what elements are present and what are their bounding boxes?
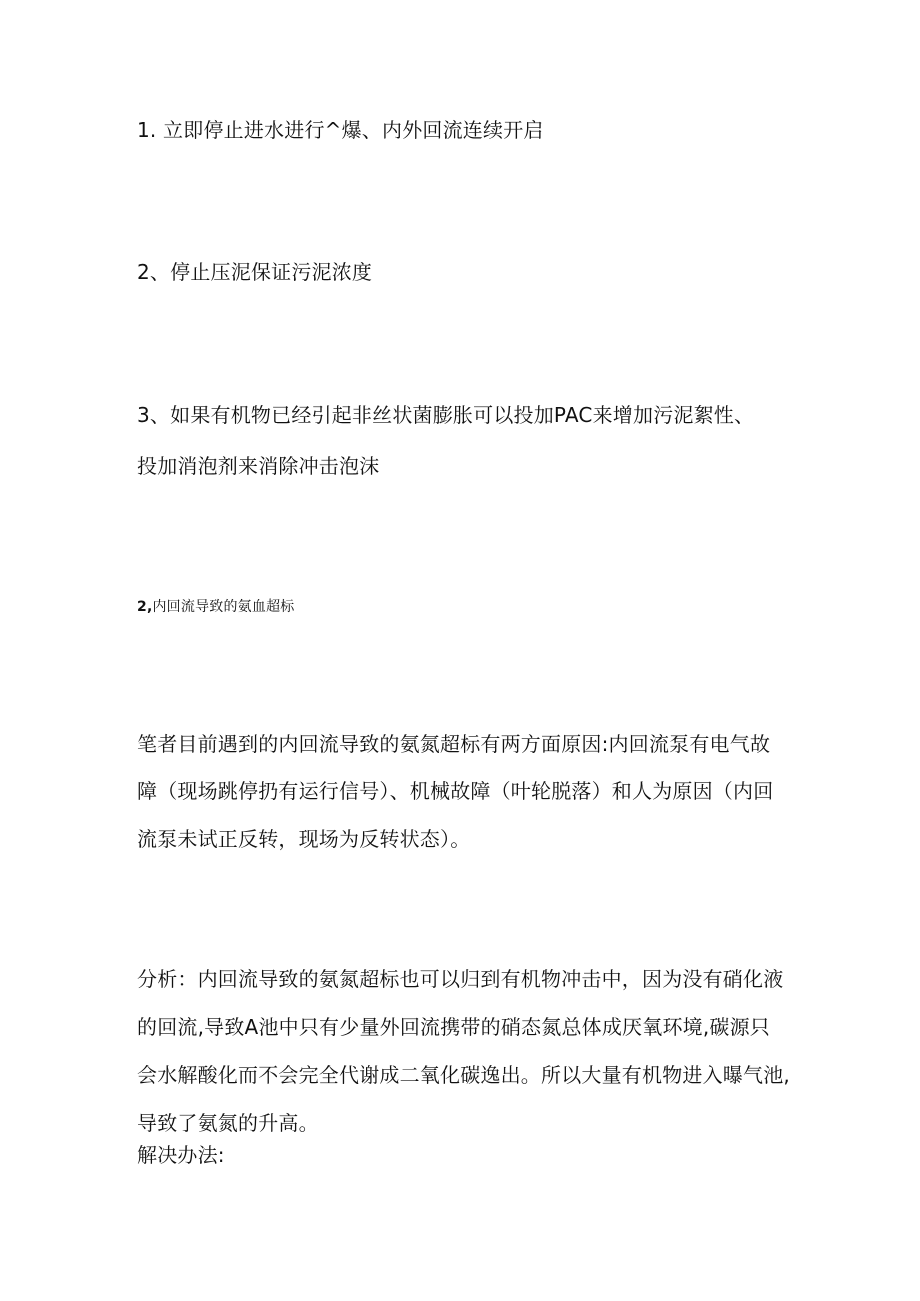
paragraph1-line1: 笔者目前遇到的内回流导致的氨氮超标有两方面原因:内回流泵有电气故 [137,732,771,756]
paragraph2-line2: 的回流,导致A池中只有少量外回流携带的硝态氮总体成厌氧环境,碳源只 [137,1015,770,1039]
section-heading-title: 内回流导致的氨血超标 [152,599,295,615]
step-1-text: 1. 立即停止进水进行^爆、内外回流连续开启 [137,118,544,142]
paragraph1-line3: 流泵未试正反转，现场为反转状态）。 [137,827,471,851]
paragraph2-line4: 导致了氨氮的升高。 [137,1111,319,1135]
solution-label: 解决办法: [137,1143,225,1167]
step-3-text-line2: 投加消泡剂来消除冲击泡沫 [137,454,380,478]
step-2-text: 2、停止压泥保证污泥浓度 [137,260,373,284]
step-3-text-line1: 3、如果有机物已经引起非丝状菌膨胀可以投加PAC来增加污泥絮性、 [137,403,755,427]
paragraph1-line2: 障（现场跳停扔有运行信号）、机械故障（叶轮脱落）和人为原因（内回 [137,779,774,803]
section-heading [137,597,294,617]
section-heading-number: 2, [137,599,153,615]
paragraph2-line1: 分析：内回流导致的氨氮超标也可以归到有机物冲击中，因为没有硝化液 [137,967,784,991]
paragraph2-line3: 会水解酸化而不会完全代谢成二氧化碳逸出。所以大量有机物进入曝气池, [137,1063,790,1087]
